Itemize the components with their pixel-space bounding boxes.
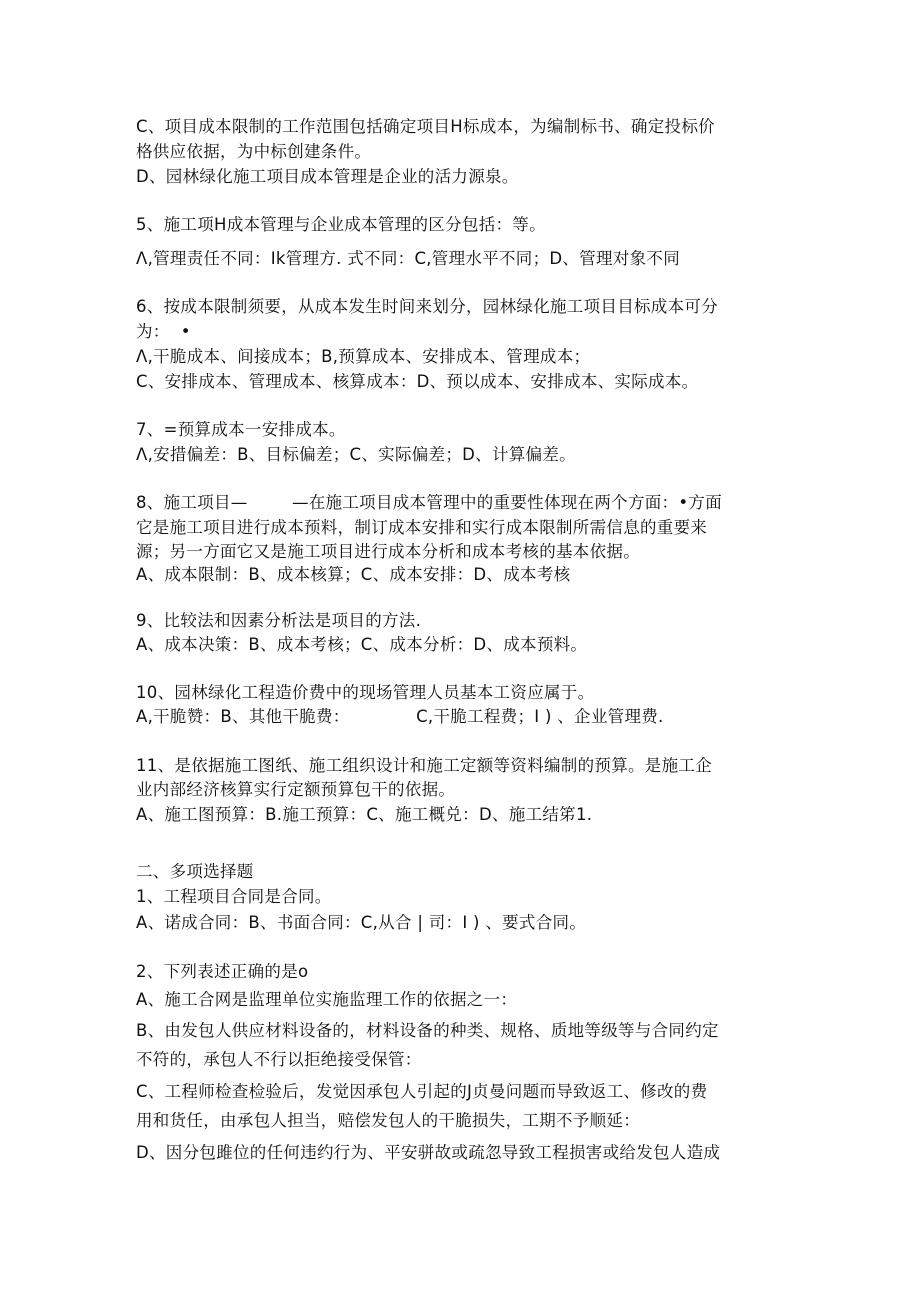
text-line: 不符的，承包人不行以拒绝接受保管： <box>136 1050 422 1069</box>
question-10-line: 10、园林绿化工程造价费中的现场管理人员基本工资应属于。 <box>136 683 595 702</box>
text-line: 它是施工项目进行成本预料，制订成本安排和实行成本限制所需信息的重要来 <box>136 518 708 537</box>
text-line: 为： • <box>136 322 191 341</box>
option-b: B、由发包人供应材料设备的，材料设备的种类、规格、质地等级等与合同约定 <box>136 1021 719 1040</box>
section-heading: 二、多项选择题 <box>136 862 254 881</box>
option-d: D、因分包雎位的任何违约行为、平安骈故或疏忽导致工程损害或给发包人造成 <box>136 1143 721 1162</box>
question-8-line: 8、施工项目— —在施工项目成本管理中的重要性体现在两个方面：•方面 <box>136 493 722 512</box>
question-6-options: Λ,干脆成本、间接成本；B,预算成本、安排成本、管理成本； <box>136 347 591 366</box>
option-a: A、施工合网是监理单位实施监理工作的依据之一： <box>136 990 518 1009</box>
question-11-options: A、施工图预算：B.施工预算：C、施工概兑：D、施工结笫1. <box>136 805 593 824</box>
question-7-line: 7、=预算成本一安排成本。 <box>136 420 346 439</box>
question-10-options: A,干脆赞：B、其他干脆费： C,干脆工程费；I ) 、企业管理费. <box>136 707 664 726</box>
question-7-options: Λ,安措偏差：B、目标偏差；C、实际偏差；D、计算偏差。 <box>136 445 576 464</box>
multi-question-1-options: A、诺成合同：B、书面合同：C,从合 | 司：I ) 、要式合同。 <box>136 913 587 932</box>
question-9-options: A、成本决策：B、成本考核；C、成本分析：D、成本预料。 <box>136 635 588 654</box>
question-11-line: 11、是依据施工图纸、施工组织设计和施工定额等资料编制的预算。是施工企 <box>136 756 712 775</box>
text-line: 用和货任，由承包人担当，赔偿发包人的干脆损失，工期不予顺延： <box>136 1111 640 1130</box>
question-5-options: Λ,管理责任不同：Ik管理方. 式不同：C,管理水平不同；D、管理对象不同 <box>136 249 681 268</box>
question-9-line: 9、比较法和因素分析法是项目的方法. <box>136 611 422 630</box>
text-line: C、项目成本限制的工作范围包括确定项目H标成本，为编制标书、确定投标价 <box>136 117 715 136</box>
question-5-line: 5、施工项H成本管理与企业成本管理的区分包括：等。 <box>136 215 546 234</box>
question-8-options: A、成本限制：B、成本核算；C、成本安排：D、成本考核 <box>136 565 571 584</box>
question-6-options: C、安排成本、管理成本、核算成本：D、预以成本、安排成本、实际成本。 <box>136 372 699 391</box>
multi-question-1-line: 1、工程项目合同是合同。 <box>136 887 332 906</box>
text-line: D、园林绿化施工项目成本管理是企业的活力源泉。 <box>136 167 519 186</box>
question-6-line: 6、按成本限制须要，从成本发生时间来划分，园林绿化施工项目目标成本可分 <box>136 297 718 316</box>
multi-question-2-line: 2、下列表述正确的是o <box>136 962 309 981</box>
option-c: C、工程师检查检验后，发觉因承包人引起的J贞曼问题而导致返工、修改的费 <box>136 1082 708 1101</box>
text-line: 业内部经济核算实行定额预算包干的依据。 <box>136 780 456 799</box>
text-line: 格供应依据，为中标创建条件。 <box>136 142 372 161</box>
text-line: 源；另一方面它又是施工项目进行成本分析和成本考核的基本依据。 <box>136 542 640 561</box>
